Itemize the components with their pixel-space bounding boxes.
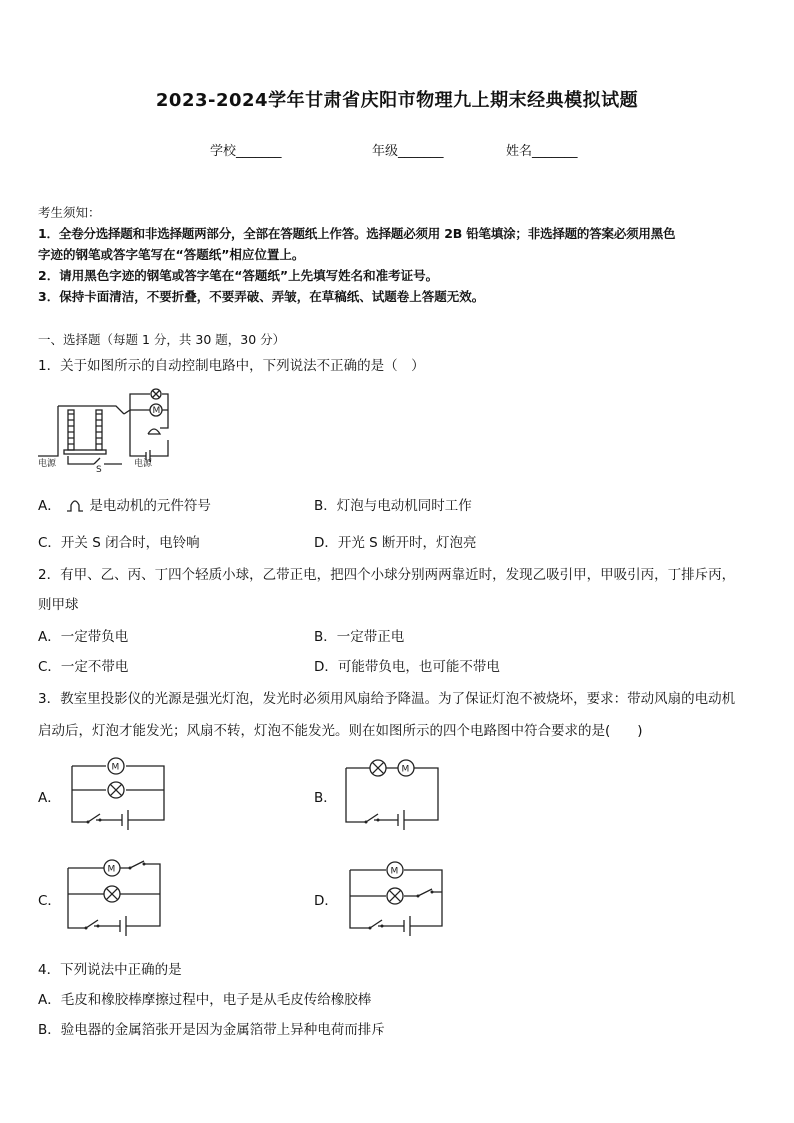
q2-option-a: A．一定带负电 xyxy=(38,629,129,645)
q1-option-a xyxy=(38,494,211,514)
q3-circuit-b xyxy=(344,756,440,830)
motor-label: M xyxy=(390,866,399,877)
q3-option-d: D． xyxy=(314,893,338,909)
question-4-stem: 4．下列说法中正确的是 xyxy=(38,962,182,978)
page-title: 2023-2024学年甘肃省庆阳市物理九上期末经典模拟试题 xyxy=(155,90,639,111)
question-3-stem: 3．教室里投影仪的光源是强光灯泡，发光时必须用风扇给予降温。为了保证灯泡不被烧坏，要求：带动风扇的电动机 xyxy=(38,691,736,707)
battery-symbol xyxy=(404,916,410,936)
q1-option-a-text: 是电动机的元件符号 xyxy=(89,498,211,514)
q3-circuit-d xyxy=(348,858,444,936)
question-1-stem: 1．关于如图所示的自动控制电路中，下列说法不正确的是（ ） xyxy=(38,358,425,374)
battery-symbol xyxy=(122,810,128,830)
electric-bell-symbol xyxy=(65,497,85,513)
question-3-stem-cont: 启动后，灯泡才能发光；风扇不转，灯泡不能发光。则在如图所示的四个电路图中符合要求的是( ) xyxy=(38,723,643,739)
question-2-stem: 2．有甲、乙、丙、丁四个轻质小球，乙带正电，把四个小球分别两两靠近时，发现乙吸引甲，甲吸引丙，丁排斥丙， xyxy=(38,567,736,583)
q3-circuit-c xyxy=(66,858,162,936)
motor-label: M xyxy=(111,762,120,773)
notice-item-1: 1．全卷分选择题和非选择题两部分，全部在答题纸上作答。选择题必须用 2B 铅笔填涂；非选择题的答案必须用黑色 xyxy=(38,226,676,241)
q1-option-a-prefix: A． xyxy=(38,498,61,514)
switch-label: S xyxy=(96,465,102,475)
switch-symbol xyxy=(130,861,144,868)
q2-option-c: C．一定不带电 xyxy=(38,659,129,675)
bell-symbol xyxy=(148,429,160,434)
switch-symbol xyxy=(88,814,100,822)
q3-option-c: C． xyxy=(38,893,61,909)
switch-symbol xyxy=(370,920,382,928)
q4-option-a: A．毛皮和橡胶棒摩擦过程中，电子是从毛皮传给橡胶棒 xyxy=(38,992,372,1008)
notice-item-2: 2．请用黑色字迹的钢笔或答字笔在“答题纸”上先填写姓名和准考证号。 xyxy=(38,268,439,283)
source-label-right: 电源 xyxy=(134,459,153,469)
name-field: 姓名_______ xyxy=(506,144,578,159)
motor-label: M xyxy=(152,406,161,416)
q1-option-c: C．开关 S 闭合时，电铃响 xyxy=(38,535,200,551)
q3-option-a: A． xyxy=(38,790,61,806)
notice-heading: 考生须知： xyxy=(38,205,101,220)
switch-symbol xyxy=(418,889,432,896)
switch-symbol xyxy=(86,920,98,928)
q3-circuit-a xyxy=(70,756,166,830)
school-field: 学校_______ xyxy=(210,144,282,159)
notice-item-1-cont: 字迹的钢笔或答字笔写在“答题纸”相应位置上。 xyxy=(38,247,305,262)
battery-symbol xyxy=(120,916,126,936)
q2-option-d: D．可能带负电，也可能不带电 xyxy=(314,659,500,675)
q1-option-b: B．灯泡与电动机同时工作 xyxy=(314,498,472,514)
q4-option-b: B．验电器的金属箔张开是因为金属箔带上异种电荷而排斥 xyxy=(38,1022,385,1038)
base-plate xyxy=(64,450,106,454)
q1-option-d: D．开光 S 断开时，灯泡亮 xyxy=(314,535,477,551)
q3-option-b: B． xyxy=(314,790,337,806)
battery-symbol xyxy=(398,810,404,830)
switch-symbol xyxy=(366,814,378,822)
relay-circuit-figure xyxy=(38,380,178,475)
source-label-left: 电源 xyxy=(38,459,57,469)
q2-option-b: B．一定带正电 xyxy=(314,629,405,645)
grade-field: 年级_______ xyxy=(372,144,444,159)
notice-item-3: 3．保持卡面清洁，不要折叠，不要弄破、弄皱，在草稿纸、试题卷上答题无效。 xyxy=(38,289,485,304)
section-heading: 一、选择题（每题 1 分，共 30 题，30 分） xyxy=(38,332,286,347)
coil-windings xyxy=(68,414,102,444)
motor-label: M xyxy=(107,864,116,875)
motor-label: M xyxy=(401,764,410,775)
question-2-stem-cont: 则甲球 xyxy=(38,597,79,613)
